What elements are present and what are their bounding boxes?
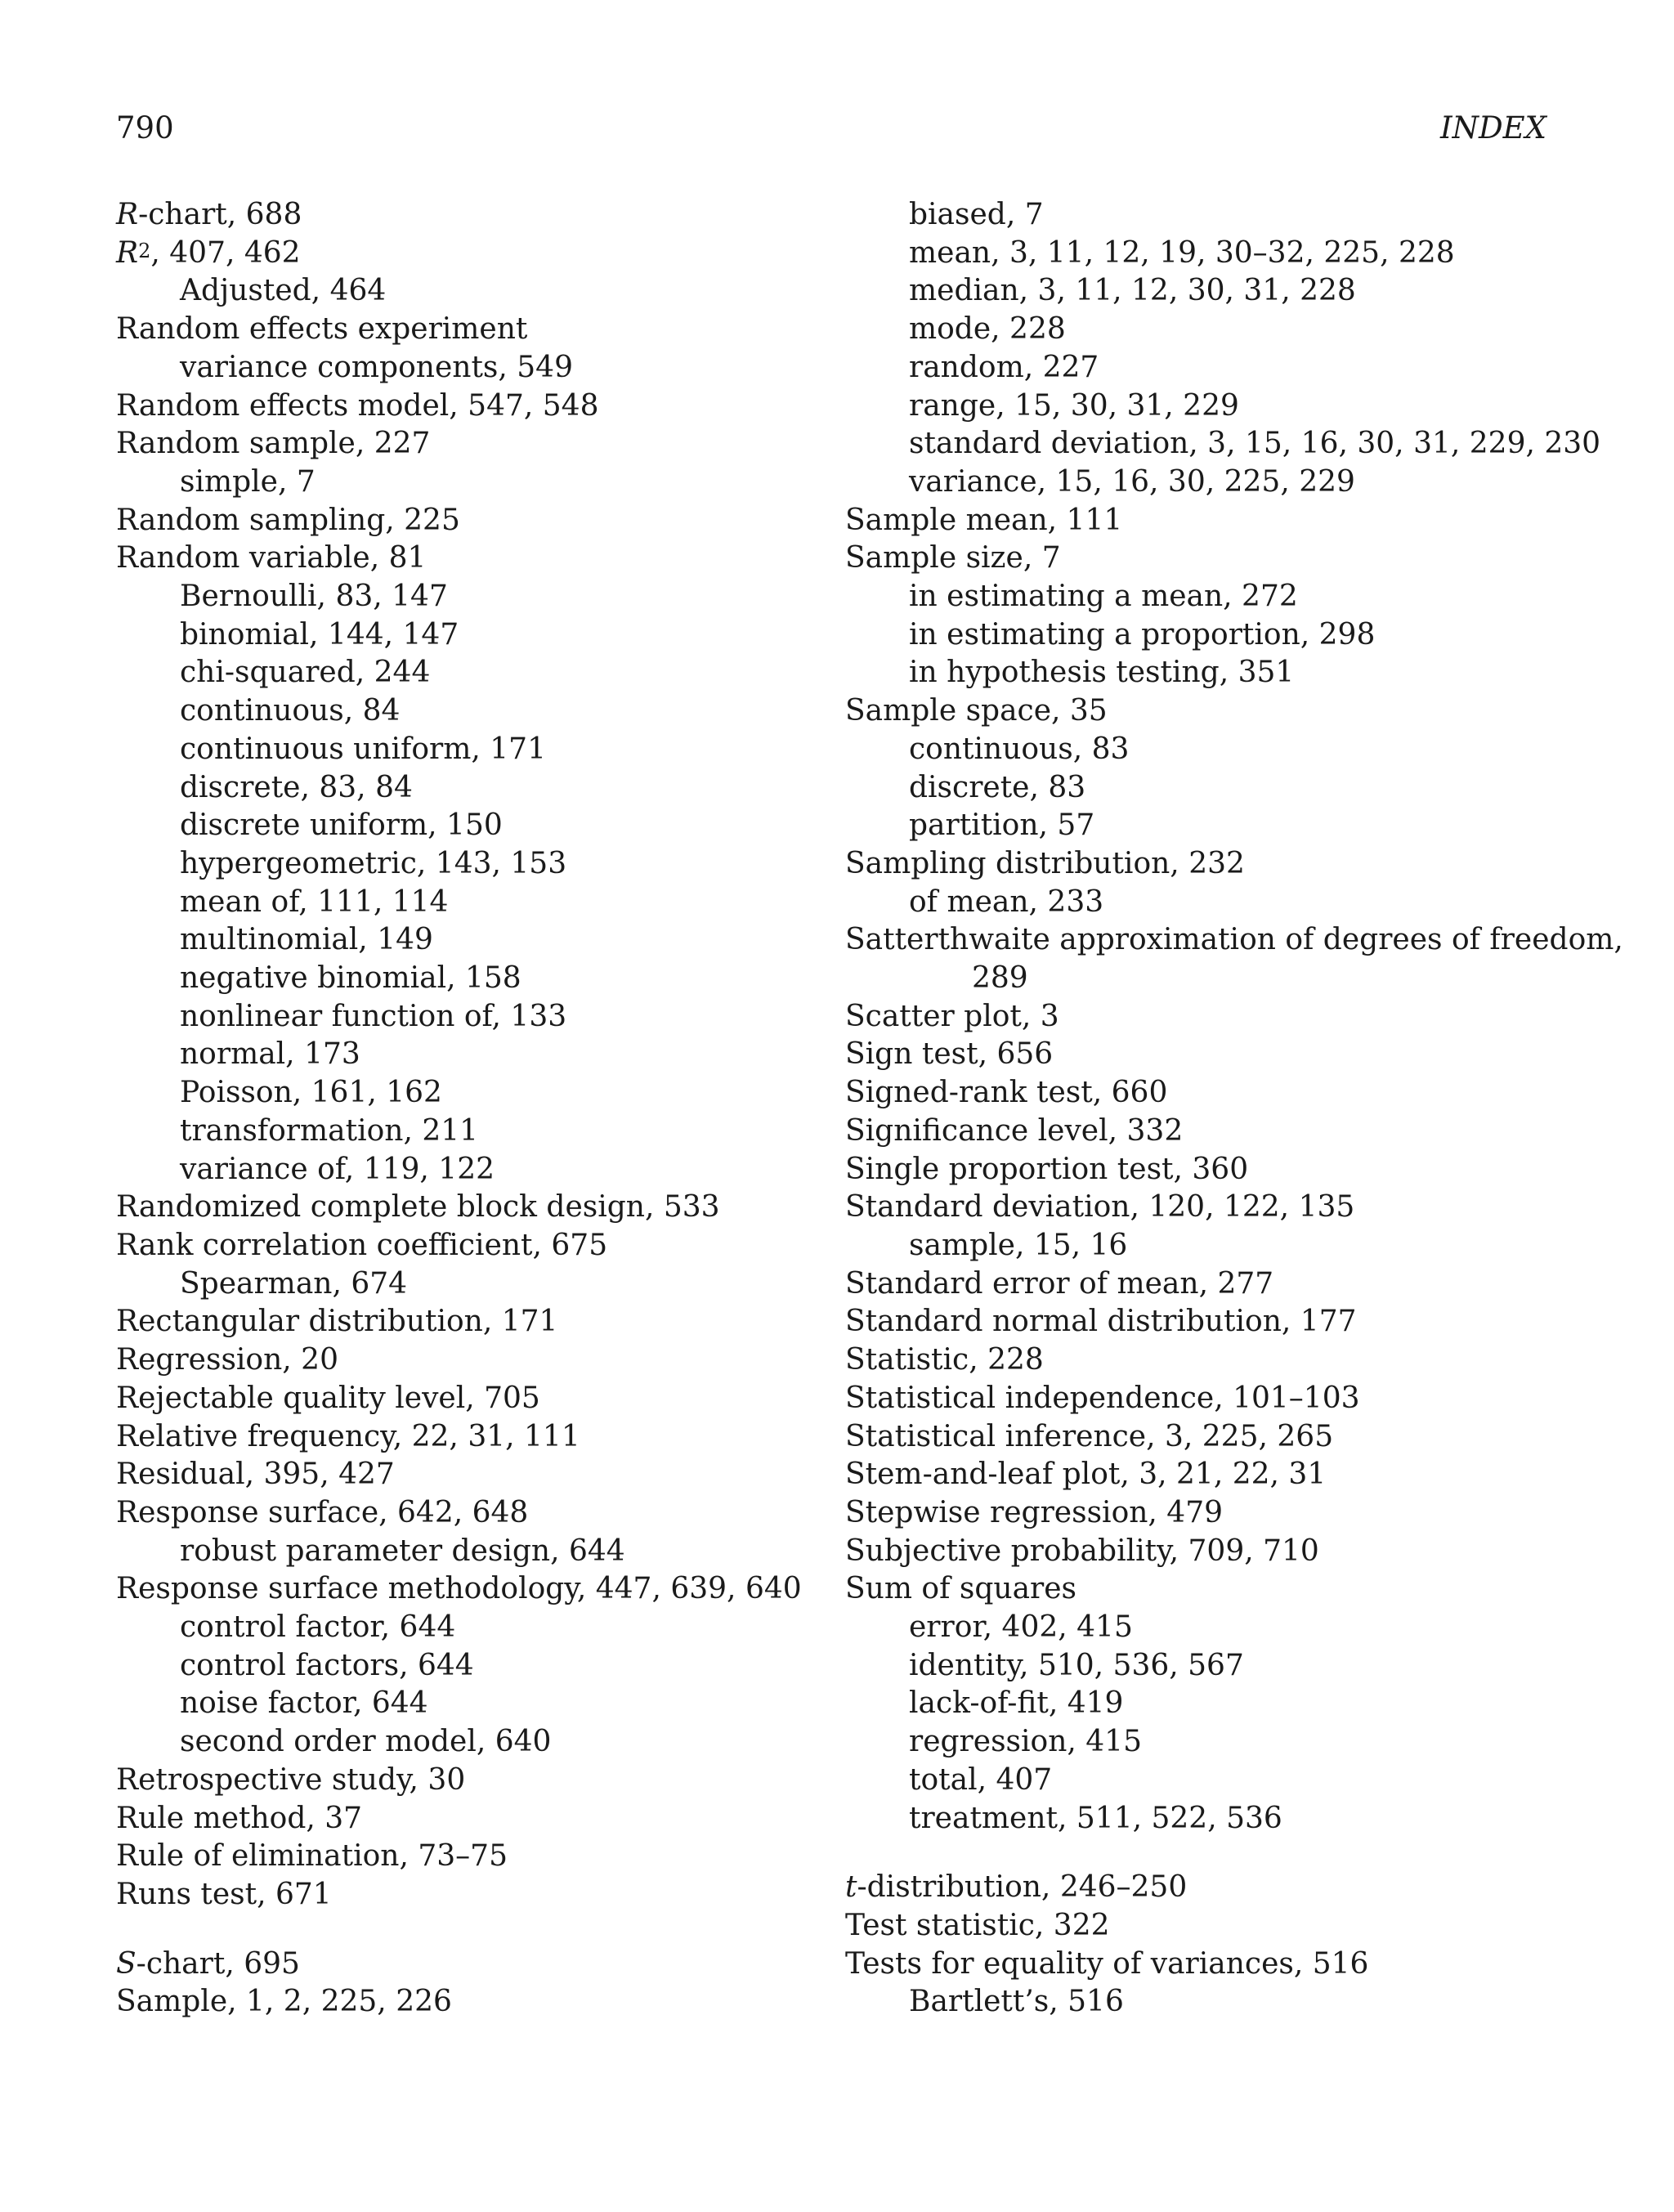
index-entry [116,1876,835,1914]
entry-text: Statistical independence, 101–103 [845,1381,1360,1415]
index-entry [116,425,835,463]
entry-text: Sample size, 7 [845,541,1061,575]
entry-text: second order model, 640 [180,1725,552,1759]
entry-text: Spearman, 674 [180,1266,408,1301]
entry-text: Standard deviation, 120, 122, 135 [845,1190,1355,1225]
entry-text: mean of, 111, 114 [180,884,449,919]
entry-text: Standard error of mean, 277 [845,1266,1274,1301]
index-subentry [845,1647,1556,1686]
entry-text: Sign test, 656 [845,1037,1054,1072]
entry-text: standard deviation, 3, 15, 16, 30, 31, 229, 230 [909,427,1601,461]
entry-text: of mean, 233 [909,884,1104,919]
index-subentry [116,1609,835,1647]
entry-text: Rejectable quality level, 705 [116,1381,540,1415]
index-entry [116,1570,835,1609]
index-entry [845,1946,1556,1984]
entry-text: regression, 415 [909,1725,1142,1759]
index-entry [116,1189,835,1227]
index-subentry [116,960,835,998]
index-subentry [845,654,1556,692]
index-entry [116,1946,835,1984]
entry-text: Random effects model, 547, 548 [116,388,599,423]
entry-text: Randomized complete block design, 533 [116,1190,720,1225]
index-entry [116,1303,835,1341]
index-subentry [845,272,1556,311]
entry-text: Sample, 1, 2, 225, 226 [116,1985,452,2019]
index-column-left [116,196,835,2022]
index-subentry [116,1074,835,1113]
index-subentry [845,960,1556,998]
index-entry [116,235,835,273]
entry-text: variance of, 119, 122 [180,1152,495,1186]
index-entry [845,845,1556,884]
index-entry [845,1113,1556,1151]
entry-text: in hypothesis testing, 351 [909,656,1295,690]
index-entry [845,1418,1556,1457]
index-subentry [845,1685,1556,1723]
entry-text: Random effects experiment [116,312,528,347]
index-entry [116,1494,835,1533]
entry-text: Test statistic, 322 [845,1908,1110,1942]
entry-text: Sample mean, 111 [845,503,1123,537]
entry-text: error, 402, 415 [909,1610,1133,1645]
index-subentry [845,463,1556,502]
entry-text: identity, 510, 536, 567 [909,1648,1244,1682]
index-subentry [116,1723,835,1762]
entry-text: Residual, 395, 427 [116,1458,395,1492]
index-subentry [116,1265,835,1304]
entry-text: normal, 173 [180,1037,360,1072]
entry-text: chi-squared, 244 [180,656,431,690]
index-subentry [116,807,835,845]
running-head: INDEX [1439,110,1546,146]
index-entry [845,1189,1556,1227]
index-subentry [116,1685,835,1723]
entry-text: Sample space, 35 [845,694,1108,728]
index-subentry [845,235,1556,273]
entry-text: control factor, 644 [180,1610,456,1645]
entry-text: variance components, 549 [180,350,573,384]
entry-text: in estimating a mean, 272 [909,580,1298,614]
index-entry [845,1380,1556,1418]
entry-text: Bernoulli, 83, 147 [180,580,448,614]
index-entry [845,502,1556,540]
index-entry [116,1456,835,1494]
index-subentry [116,616,835,655]
entry-text: treatment, 511, 522, 536 [909,1801,1282,1835]
index-entry [116,1341,835,1380]
entry-text: negative binomial, 158 [180,961,521,996]
entry-text: continuous, 83 [909,732,1130,766]
entry-text: Response surface methodology, 447, 639, 640 [116,1572,802,1606]
entry-text-suffix: -distribution, 246–250 [857,1870,1188,1905]
entry-text: Relative frequency, 22, 31, 111 [116,1419,580,1453]
entry-text: Retrospective study, 30 [116,1762,466,1797]
page-number: 790 [116,110,174,146]
entry-italic-symbol: R [116,198,139,231]
index-subentry [116,349,835,387]
index-subentry [845,1609,1556,1647]
index-entry [845,1303,1556,1341]
entry-text: mode, 228 [909,312,1066,347]
entry-text-suffix: -chart, 688 [138,198,302,231]
index-entry [116,540,835,578]
index-subentry [845,425,1601,463]
entry-text: continuous, 84 [180,694,401,728]
index-subentry [116,654,835,692]
index-entry [116,1800,835,1838]
entry-text: Satterthwaite approximation of degrees of freedom, [845,923,1623,957]
entry-text: Random sample, 227 [116,427,431,461]
entry-text: Sum of squares [845,1572,1077,1606]
index-subentry [845,387,1556,426]
index-subentry [845,349,1556,387]
entry-text: Random variable, 81 [116,541,427,575]
entry-text: transformation, 211 [180,1113,479,1148]
entry-text: Rule of elimination, 73–75 [116,1839,508,1874]
index-subentry [845,731,1556,769]
entry-text-suffix: , 407, 462 [150,235,301,270]
entry-italic-symbol: S [116,1946,137,1981]
entry-text: nonlinear function of, 133 [180,999,567,1033]
index-entry [845,1074,1556,1113]
index-entry [845,921,1623,960]
entry-text: Bartlett’s, 516 [909,1985,1124,2019]
entry-italic-symbol: t [845,1870,857,1905]
index-subentry [116,1533,835,1571]
entry-text: hypergeometric, 143, 153 [180,846,567,880]
entry-text: Stepwise regression, 479 [845,1495,1224,1529]
index-entry [845,692,1556,731]
entry-text-suffix: -chart, 695 [136,1946,300,1981]
index-entry [845,1151,1556,1189]
entry-text: simple, 7 [180,464,316,499]
entry-text: Poisson, 161, 162 [180,1076,442,1110]
entry-text: Tests for equality of variances, 516 [845,1946,1369,1981]
index-subentry [845,884,1556,922]
entry-text: Statistical inference, 3, 225, 265 [845,1419,1334,1453]
entry-text: Subjective probability, 709, 710 [845,1534,1319,1568]
index-subentry [116,921,835,960]
entry-text: lack-of-fit, 419 [909,1686,1124,1721]
index-entry [116,387,835,426]
entry-text: Stem-and-leaf plot, 3, 21, 22, 31 [845,1458,1327,1492]
entry-text: discrete uniform, 150 [180,808,503,843]
entry-text: noise factor, 644 [180,1686,428,1721]
entry-text: Significance level, 332 [845,1113,1184,1148]
entry-text: Scatter plot, 3 [845,999,1059,1033]
entry-text: continuous uniform, 171 [180,732,546,766]
index-subentry [845,769,1556,808]
index-entry [116,1227,835,1265]
entry-text: Rectangular distribution, 171 [116,1305,558,1339]
entry-text: Statistic, 228 [845,1343,1044,1377]
index-entry [845,1036,1556,1074]
index-subentry [116,1113,835,1151]
index-subentry [845,311,1556,349]
index-subentry [116,998,835,1037]
entry-text: multinomial, 149 [180,923,433,957]
index-subentry [845,196,1556,235]
entry-text: binomial, 144, 147 [180,617,459,652]
index-column-right [845,196,1623,2022]
index-subentry [116,272,835,311]
index-subentry [845,578,1556,616]
index-subentry [116,1151,835,1189]
index-subentry [116,845,835,884]
entry-text: Response surface, 642, 648 [116,1495,529,1529]
index-subentry [116,578,835,616]
index-subentry [845,1227,1556,1265]
index-subentry [845,1983,1556,2022]
entry-text: variance, 15, 16, 30, 225, 229 [909,464,1355,499]
entry-text: Regression, 20 [116,1343,338,1377]
index-entry [845,1265,1556,1304]
entry-text: mean, 3, 11, 12, 19, 30–32, 225, 228 [909,235,1455,270]
entry-text: random, 227 [909,350,1099,384]
index-subentry [116,884,835,922]
index-entry [845,1869,1556,1907]
index-subentry [845,1762,1556,1800]
index-entry [116,196,835,235]
entry-text: in estimating a proportion, 298 [909,617,1376,652]
entry-text: robust parameter design, 644 [180,1534,625,1568]
index-entry [845,998,1556,1037]
index-subentry [116,463,835,502]
entry-text: Adjusted, 464 [180,274,387,308]
entry-text: range, 15, 30, 31, 229 [909,388,1239,423]
entry-text: Standard normal distribution, 177 [845,1305,1357,1339]
index-entry [845,1570,1556,1609]
index-subentry [116,731,835,769]
entry-text: Rank correlation coefficient, 675 [116,1228,608,1262]
index-entry [116,1838,835,1876]
index-subentry [845,1723,1556,1762]
index-entry [845,1533,1556,1571]
index-entry [116,1983,835,2022]
entry-text: 289 [972,961,1028,996]
entry-text: partition, 57 [909,808,1095,843]
index-subentry [116,1647,835,1686]
index-subentry [116,769,835,808]
entry-text: discrete, 83 [909,770,1086,804]
entry-text: Random sampling, 225 [116,503,460,537]
entry-text: median, 3, 11, 12, 30, 31, 228 [909,274,1356,308]
index-entry [116,1418,835,1457]
index-entry [116,502,835,540]
index-subentry [845,807,1556,845]
entry-text: sample, 15, 16 [909,1228,1128,1262]
index-subentry [845,1800,1556,1838]
entry-text: total, 407 [909,1762,1053,1797]
index-subentry [116,692,835,731]
entry-text: Single proportion test, 360 [845,1152,1249,1186]
entry-text: Signed-rank test, 660 [845,1076,1168,1110]
index-entry [116,311,835,349]
index-subentry [116,1036,835,1074]
entry-superscript: 2 [138,239,151,262]
entry-text: Rule method, 37 [116,1801,363,1835]
index-entry [845,1494,1556,1533]
entry-text: discrete, 83, 84 [180,770,413,804]
index-entry [116,1380,835,1418]
entry-text: biased, 7 [909,198,1044,231]
entry-text: Sampling distribution, 232 [845,846,1245,880]
index-subentry [845,616,1556,655]
entry-text: control factors, 644 [180,1648,474,1682]
index-entry [845,1907,1556,1946]
entry-italic-symbol: R [116,235,139,270]
index-entry [845,1341,1556,1380]
index-entry [116,1762,835,1800]
entry-text: Runs test, 671 [116,1877,332,1911]
index-entry [845,1456,1556,1494]
index-entry [845,540,1556,578]
